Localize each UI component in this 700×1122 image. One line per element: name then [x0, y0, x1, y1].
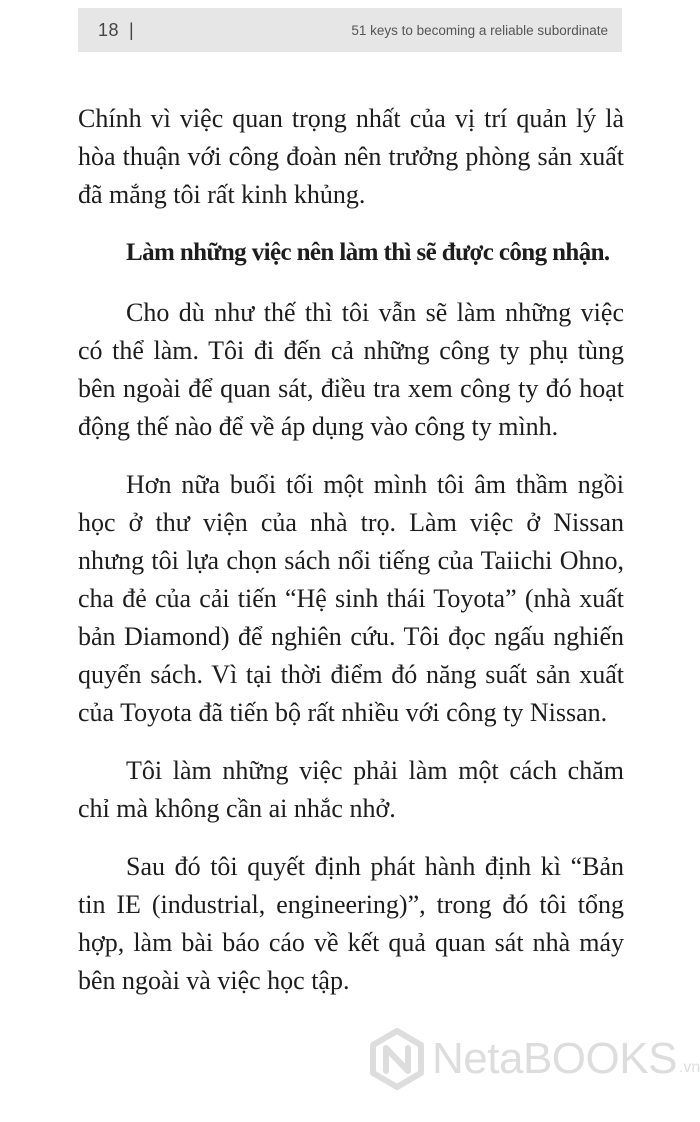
watermark-suffix: .vn [678, 1059, 700, 1076]
netabooks-logo-icon [366, 1028, 428, 1090]
paragraph-4: Tôi làm những việc phải làm một cách chăm chỉ mà không cần ai nhắc nhở. [78, 756, 624, 823]
paragraph-5: Sau đó tôi quyết định phát hành định kì “Bản tin IE (industrial, engineering)”, trong đó tôi tổng hợp, làm bài báo cáo về kết quả quan sát nhà máy bên ngoài và việc học tập. [78, 852, 624, 995]
page-header [78, 8, 622, 52]
watermark-text: NetaBOOKS [432, 1034, 677, 1083]
paragraph-2: Cho dù như thế thì tôi vẫn sẽ làm những việc có thể làm. Tôi đi đến cả những công ty phụ tùng bên ngoài để quan sát, điều tra xem công ty đó hoạt động thế nào để về áp dụng vào công ty mình. [78, 298, 624, 441]
paragraph-1: Chính vì việc quan trọng nhất của vị trí quản lý là hòa thuận với công đoàn nên trưởng phòng sản xuất đã mắng tôi rất kinh khủng. [78, 104, 624, 209]
paragraph-3: Hơn nữa buổi tối một mình tôi âm thầm ngồi học ở thư viện của nhà trọ. Làm việc ở Nissan nhưng tôi lựa chọn sách nổi tiếng của Taiichi Ohno, cha đẻ của cải tiến “Hệ sinh thái Toyota” (nhà xuất bản Diamond) để nghiên cứu. Tôi đọc ngấu nghiến quyển sách. Vì tại thời điểm đó năng suất sản xuất của Toyota đã tiến bộ rất nhiều với công ty Nissan. [78, 470, 624, 727]
section-heading: Làm những việc nên làm thì sẽ được công nhận. [126, 239, 610, 266]
page-body [78, 100, 624, 1020]
header-separator: | [129, 19, 134, 40]
running-book-title: 51 keys to becoming a reliable subordinate [351, 22, 608, 38]
watermark [366, 1024, 700, 1094]
page-number: 18 [98, 19, 120, 40]
